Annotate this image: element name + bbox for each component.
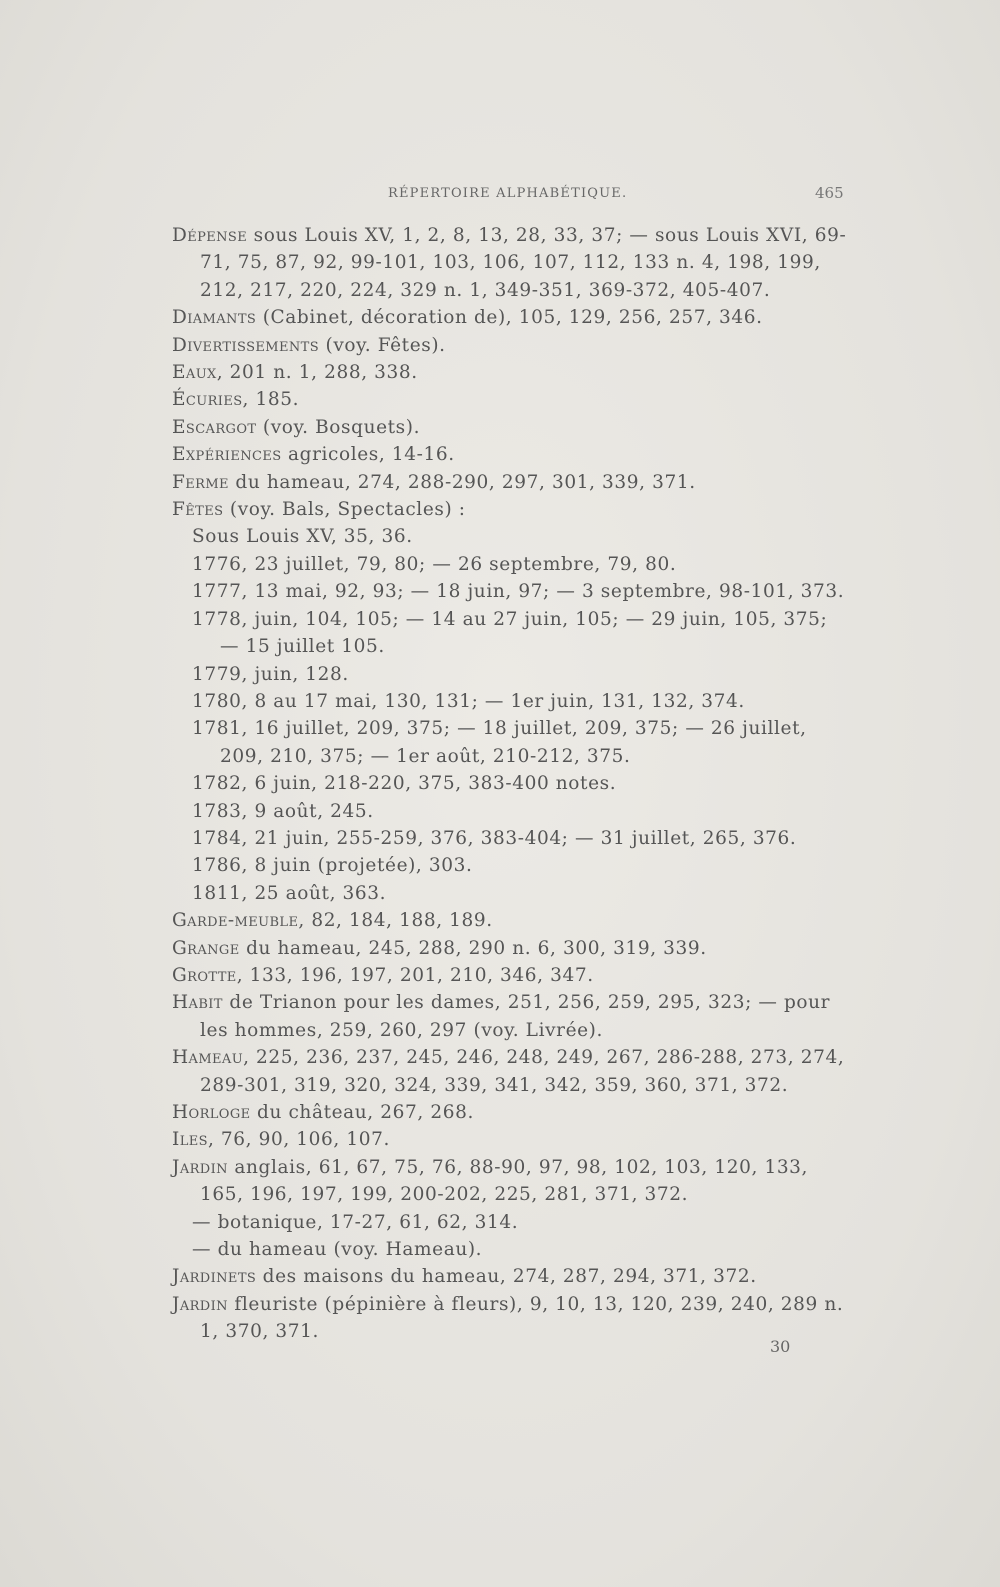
entry-text: du hameau, 245, 288, 290 n. 6, 300, 319, 339.: [239, 937, 707, 959]
index-entry: [172, 907, 847, 934]
entry-heading: Eaux: [172, 362, 217, 384]
index-subentry: [172, 1236, 847, 1263]
entry-text: 1811, 25 août, 363.: [192, 882, 387, 904]
entry-text: agricoles, 14-16.: [281, 444, 455, 466]
entry-text: 1776, 23 juillet, 79, 80; — 26 septembre, 79, 80.: [192, 553, 677, 575]
entry-heading: Diamants: [172, 307, 257, 329]
index-subentry: [172, 523, 847, 550]
index-entry: [172, 222, 847, 304]
entry-heading: Escargot: [172, 416, 257, 438]
index-subentry: [172, 715, 847, 770]
running-title: RÉPERTOIRE ALPHABÉTIQUE.: [388, 186, 628, 201]
index-entry: [172, 359, 847, 386]
index-entries: [172, 222, 847, 1346]
entry-heading: Iles: [172, 1129, 208, 1151]
entry-text: sous Louis XV, 1, 2, 8, 13, 28, 33, 37; — sous Louis XVI, 69-71, 75, 87, 92, 99-101, 103, 106, 107, 112, 133 n. 4, 198, 199, 212, 217, 220, 224, 329 n. 1, 349-351, 369-372, 405-407.: [200, 225, 847, 301]
entry-text: — du hameau (voy. Hameau).: [192, 1239, 483, 1261]
entry-heading: Divertissements: [172, 334, 320, 356]
index-entry: [172, 935, 847, 962]
entry-text: (voy. Bals, Spectacles) :: [223, 499, 466, 521]
index-subentry: [172, 688, 847, 715]
entry-text: Sous Louis XV, 35, 36.: [192, 526, 413, 548]
index-entry: [172, 332, 847, 359]
entry-text: fleuriste (pépinière à fleurs), 9, 10, 13, 120, 239, 240, 289 n. 1, 370, 371.: [200, 1293, 844, 1343]
index-subentry: [172, 606, 847, 661]
index-entry: [172, 304, 847, 331]
entry-heading: Dépense: [172, 225, 248, 246]
index-entry: [172, 1291, 847, 1346]
index-entry: [172, 414, 847, 441]
entry-text: 1781, 16 juillet, 209, 375; — 18 juillet, 209, 375; — 26 juillet, 209, 210, 375; — 1er août, 210-212, 375.: [192, 718, 807, 767]
entry-text: 1779, juin, 128.: [192, 663, 349, 685]
entry-text: des maisons du hameau, 274, 287, 294, 371, 372.: [256, 1266, 757, 1288]
index-entry: [172, 962, 847, 989]
index-entry: [172, 496, 847, 523]
index-subentry: [172, 852, 847, 879]
entry-text: (voy. Bosquets).: [256, 416, 421, 438]
index-subentry: [172, 661, 847, 688]
index-subentry: [172, 1209, 847, 1236]
running-head: [0, 186, 1000, 210]
entry-text: , 82, 184, 188, 189.: [298, 910, 493, 932]
entry-heading: Écuries: [172, 389, 243, 411]
entry-text: 1782, 6 juin, 218-220, 375, 383-400 notes.: [192, 773, 617, 795]
index-entry: [172, 1263, 847, 1290]
index-subentry: [172, 578, 847, 605]
entry-heading: Expériences: [172, 444, 282, 466]
entry-text: 1777, 13 mai, 92, 93; — 18 juin, 97; — 3 septembre, 98-101, 373.: [192, 581, 845, 603]
entry-heading: Fêtes: [172, 499, 224, 521]
entry-text: 1783, 9 août, 245.: [192, 800, 374, 822]
index-entry: [172, 441, 847, 468]
index-subentry: [172, 551, 847, 578]
index-subentry: [172, 798, 847, 825]
index-entry: [172, 1126, 847, 1153]
entry-heading: Grange: [172, 937, 240, 959]
entry-text: , 133, 196, 197, 201, 210, 346, 347.: [236, 964, 594, 986]
entry-heading: Habit: [172, 992, 223, 1014]
signature-mark: 30: [770, 1337, 791, 1356]
entry-text: (voy. Fêtes).: [319, 334, 446, 356]
entry-text: anglais, 61, 67, 75, 76, 88-90, 97, 98, 102, 103, 120, 133, 165, 196, 197, 199, 200-202, 225, 281, 371, 372.: [200, 1156, 809, 1206]
index-subentry: [172, 880, 847, 907]
index-entry: [172, 386, 847, 413]
index-entry: [172, 1154, 847, 1209]
entry-text: , 185.: [242, 389, 300, 411]
index-subentry: [172, 770, 847, 797]
entry-heading: Garde-meuble: [172, 910, 299, 932]
entry-heading: Hameau: [172, 1047, 244, 1069]
index-entry: [172, 1099, 847, 1126]
entry-heading: Grotte: [172, 964, 237, 986]
entry-heading: Horloge: [172, 1102, 251, 1123]
index-entry: [172, 469, 847, 496]
entry-heading: Jardin: [172, 1156, 228, 1178]
index-subentry: [172, 825, 847, 852]
entry-text: 1786, 8 juin (projetée), 303.: [192, 855, 473, 877]
entry-text: — botanique, 17-27, 61, 62, 314.: [192, 1211, 519, 1233]
entry-text: 1780, 8 au 17 mai, 130, 131; — 1er juin, 131, 132, 374.: [192, 690, 745, 712]
entry-text: , 76, 90, 106, 107.: [207, 1129, 390, 1151]
entry-heading: Jardin: [172, 1293, 228, 1315]
entry-text: de Trianon pour les dames, 251, 256, 259, 295, 323; — pour les hommes, 259, 260, 297 (voy. Livrée).: [200, 992, 831, 1041]
entry-heading: Jardinets: [172, 1266, 257, 1288]
index-entry: [172, 1044, 847, 1099]
index-entry: [172, 989, 847, 1044]
entry-text: , 225, 236, 237, 245, 246, 248, 249, 267, 286-288, 273, 274, 289-301, 319, 320, 324, 339, 341, 342, 359, 360, 371, 372.: [200, 1047, 845, 1096]
entry-text: , 201 n. 1, 288, 338.: [216, 362, 418, 384]
page-number: 465: [815, 184, 844, 202]
entry-text: du hameau, 274, 288-290, 297, 301, 339, 371.: [228, 471, 696, 493]
entry-heading: Ferme: [172, 471, 229, 493]
entry-text: (Cabinet, décoration de), 105, 129, 256, 257, 346.: [256, 307, 763, 329]
entry-text: 1778, juin, 104, 105; — 14 au 27 juin, 105; — 29 juin, 105, 375; — 15 juillet 105.: [192, 608, 828, 658]
entry-text: 1784, 21 juin, 255-259, 376, 383-404; — 31 juillet, 265, 376.: [192, 827, 797, 849]
entry-text: du château, 267, 268.: [250, 1102, 474, 1123]
